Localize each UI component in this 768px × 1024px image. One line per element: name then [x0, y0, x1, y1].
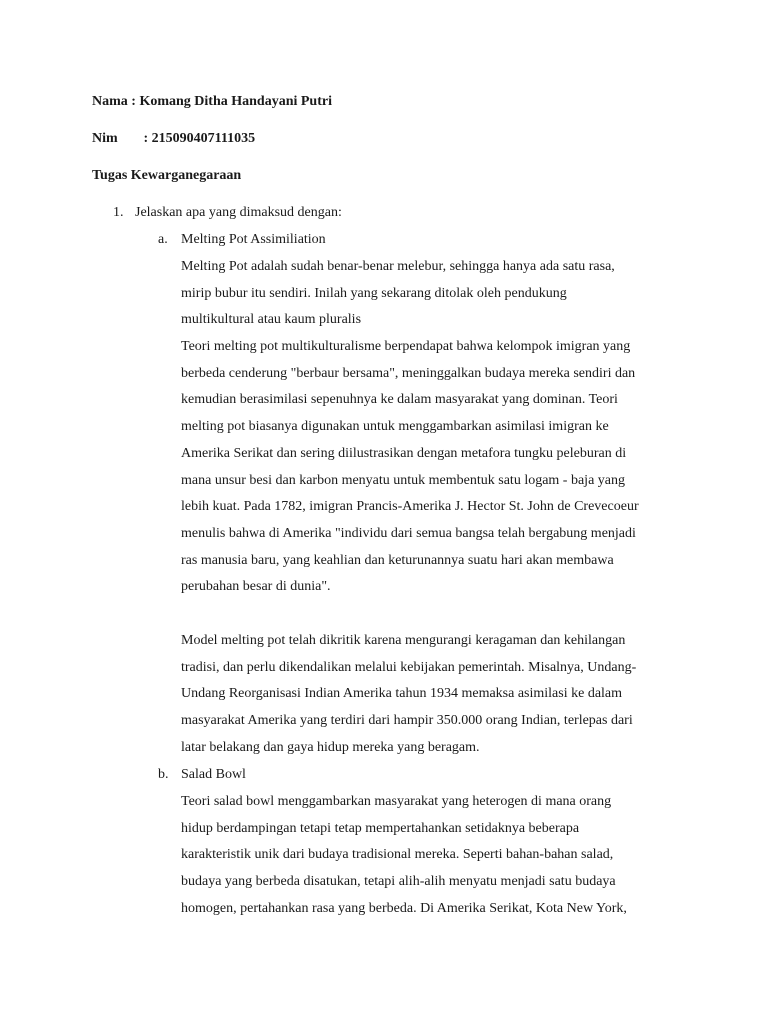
text-line: perubahan besar di dunia".: [181, 579, 331, 595]
text-line: menulis bahwa di Amerika "individu dari semua bangsa telah bergabung menjadi: [181, 525, 636, 541]
name-label: Nama: [92, 94, 128, 109]
student-name-row: [92, 94, 332, 110]
section-a-paragraph-1: [181, 254, 681, 601]
text-line: homogen, pertahankan rasa yang berbeda. Di Amerika Serikat, Kota New York,: [181, 900, 627, 916]
question-number: 1.: [113, 205, 124, 220]
text-line: Undang Reorganisasi Indian Amerika tahun 1934 memaksa asimilasi ke dalam: [181, 686, 623, 702]
text-line: multikultural atau kaum pluralis: [181, 312, 362, 328]
text-line: hidup berdampingan tetapi tetap mempertahankan setidaknya beberapa: [181, 820, 580, 836]
text-line: kemudian berasimilasi sepenuhnya ke dalam masyarakat yang dominan. Teori: [181, 392, 618, 408]
text-line: Model melting pot telah dikritik karena mengurangi keragaman dan kehilangan: [181, 633, 626, 648]
text-line: ras manusia baru, yang keahlian dan keturunannya suatu hari akan membawa: [181, 552, 614, 568]
text-line: masyarakat Amerika yang terdiri dari hampir 350.000 orang Indian, terlepas dari: [181, 713, 633, 729]
text-line: Teori melting pot multikulturalisme berpendapat bahwa kelompok imigran yang: [181, 339, 631, 355]
text-line: berbeda cenderung "berbaur bersama", meninggalkan budaya mereka sendiri dan: [181, 365, 636, 381]
assignment-title: Tugas Kewarganegaraan: [92, 168, 242, 183]
section-b-paragraph-1: [181, 789, 681, 922]
section-b-heading: Salad Bowl: [181, 767, 246, 782]
text-line: melting pot biasanya digunakan untuk menggambarkan asimilasi imigran ke: [181, 419, 609, 435]
student-nim-row: [92, 131, 255, 147]
section-a-paragraph-2: [181, 628, 681, 761]
section-a-heading: Melting Pot Assimiliation: [181, 232, 326, 247]
text-line: budaya yang berbeda disatukan, tetapi alih-alih menyatu menjadi satu budaya: [181, 874, 616, 890]
question-text: Jelaskan apa yang dimaksud dengan:: [135, 205, 342, 220]
text-line: Teori salad bowl menggambarkan masyarakat yang heterogen di mana orang: [181, 794, 612, 809]
text-line: karakteristik unik dari budaya tradisional mereka. Seperti bahan-bahan salad,: [181, 847, 614, 863]
text-line: Amerika Serikat dan sering diilustrasikan dengan metafora tungku peleburan di: [181, 445, 627, 461]
text-line: lebih kuat. Pada 1782, imigran Prancis-Amerika J. Hector St. John de Crevecoeur: [181, 499, 639, 515]
section-b-letter: b.: [158, 767, 169, 782]
text-line: tradisi, dan perlu dikendalikan melalui kebijakan pemerintah. Misalnya, Undang-: [181, 659, 637, 675]
nim-label: Nim: [92, 131, 118, 146]
text-line: mana unsur besi dan karbon menyatu untuk membentuk satu logam - baja yang: [181, 472, 626, 488]
text-line: latar belakang dan gaya hidup mereka yang beragam.: [181, 739, 480, 755]
name-value: : Komang Ditha Handayani Putri: [131, 94, 332, 109]
section-a-letter: a.: [158, 232, 168, 247]
text-line: Melting Pot adalah sudah benar-benar melebur, sehingga hanya ada satu rasa,: [181, 259, 615, 274]
text-line: mirip bubur itu sendiri. Inilah yang sekarang ditolak oleh pendukung: [181, 285, 567, 301]
nim-value: : 215090407111035: [143, 131, 256, 146]
